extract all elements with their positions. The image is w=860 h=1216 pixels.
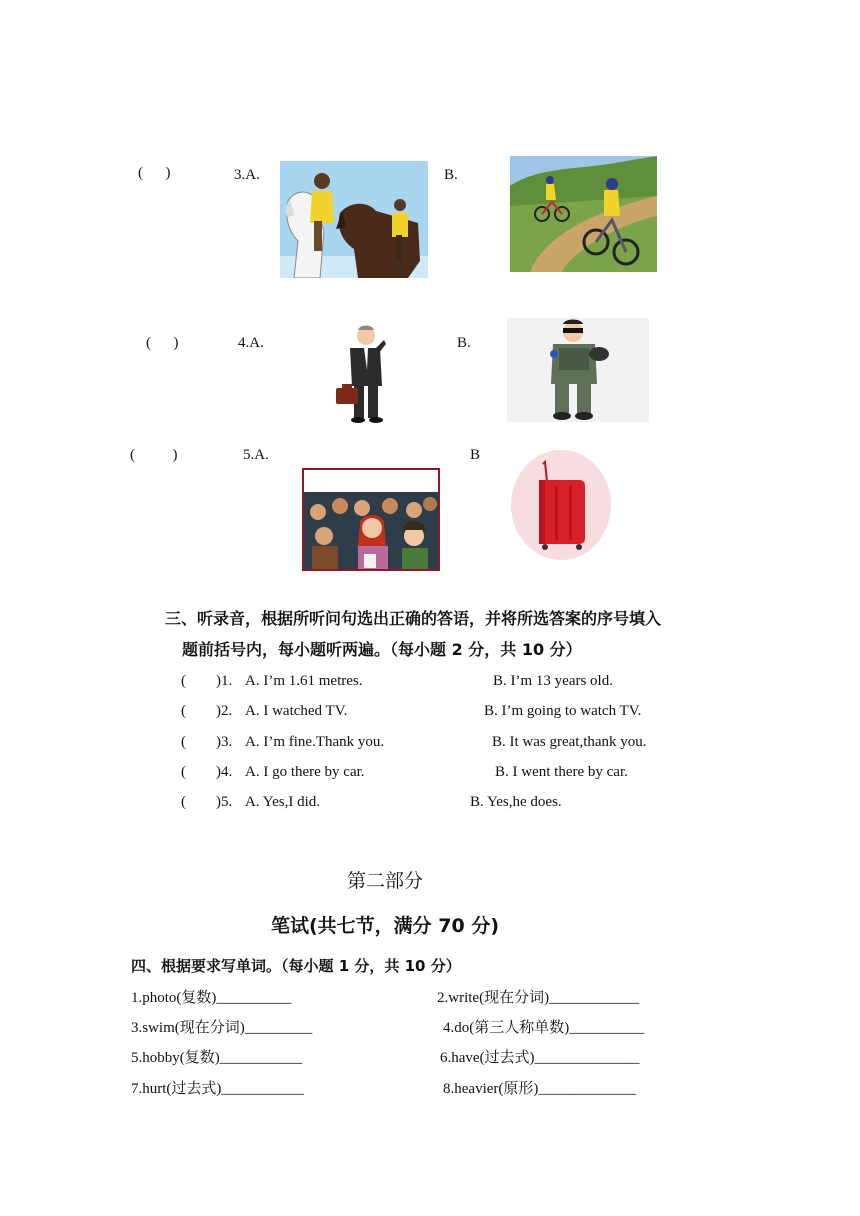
horse-riding-image [280, 161, 428, 278]
section3-item-3-option-a: A. I’m fine.Thank you. [245, 734, 385, 750]
section3-item-4-option-a: A. I go there by car. [245, 764, 365, 780]
section3-item-1-option-a: A. I’m 1.61 metres. [245, 673, 363, 689]
section4-item-3: 3.swim(现在分词)_________ [131, 1020, 313, 1036]
section3-heading-line1: 三、听录音，根据所听问句选出正确的答语，并将所选答案的序号填入 [165, 609, 662, 628]
section4-item-8: 8.heavier(原形)_____________ [443, 1081, 636, 1097]
section4-item-5: 5.hobby(复数)___________ [131, 1050, 303, 1066]
q4-option-a-label: 4.A. [238, 335, 264, 351]
section3-item-3-number: ( )3. [181, 734, 233, 750]
section3-item-2-number: ( )2. [181, 703, 233, 719]
section3-item-2-option-a: A. I watched TV. [245, 703, 348, 719]
section3-item-4-number: ( )4. [181, 764, 233, 780]
section3-item-1-number: ( )1. [181, 673, 233, 689]
q4-option-b-label: B. [457, 335, 471, 351]
section4-heading: 四、根据要求写单词。（每小题 1 分，共 10 分） [131, 957, 461, 975]
pilot-image [507, 318, 649, 422]
q5-option-b-label: B [470, 447, 481, 463]
section4-item-7: 7.hurt(过去式)___________ [131, 1081, 304, 1097]
q4-answer-paren: ( ) [146, 335, 179, 351]
section3-item-4-option-b: B. I went there by car. [495, 764, 628, 780]
cycling-image [510, 156, 657, 272]
section3-item-5-option-a: A. Yes,I did. [245, 794, 321, 810]
section3-item-5-option-b: B. Yes,he does. [470, 794, 562, 810]
section3-item-1-option-b: B. I’m 13 years old. [493, 673, 613, 689]
part2-title: 第二部分 [347, 870, 424, 892]
section4-item-6: 6.have(过去式)______________ [440, 1050, 640, 1066]
q5-option-a-label: 5.A. [243, 447, 269, 463]
section3-item-3-option-b: B. It was great,thank you. [492, 734, 647, 750]
section4-item-2: 2.write(现在分词)____________ [437, 990, 640, 1006]
part2-subtitle: 笔试(共七节，满分 70 分) [271, 915, 500, 937]
q3-option-b-label: B. [444, 167, 458, 183]
section4-item-4: 4.do(第三人称单数)__________ [443, 1020, 645, 1036]
suitcase-image [511, 450, 611, 560]
cinema-image [302, 468, 440, 571]
q3-answer-paren: ( ) [138, 165, 171, 181]
section3-item-5-number: ( )5. [181, 794, 233, 810]
section3-item-2-option-b: B. I’m going to watch TV. [484, 703, 642, 719]
section3-heading-line2: 题前括号内，每小题听两遍。（每小题 2 分，共 10 分） [182, 640, 582, 659]
section4-item-1: 1.photo(复数)__________ [131, 990, 292, 1006]
q3-option-a-label: 3.A. [234, 167, 260, 183]
businessman-image [328, 322, 396, 426]
q5-answer-paren: ( ) [130, 447, 178, 463]
